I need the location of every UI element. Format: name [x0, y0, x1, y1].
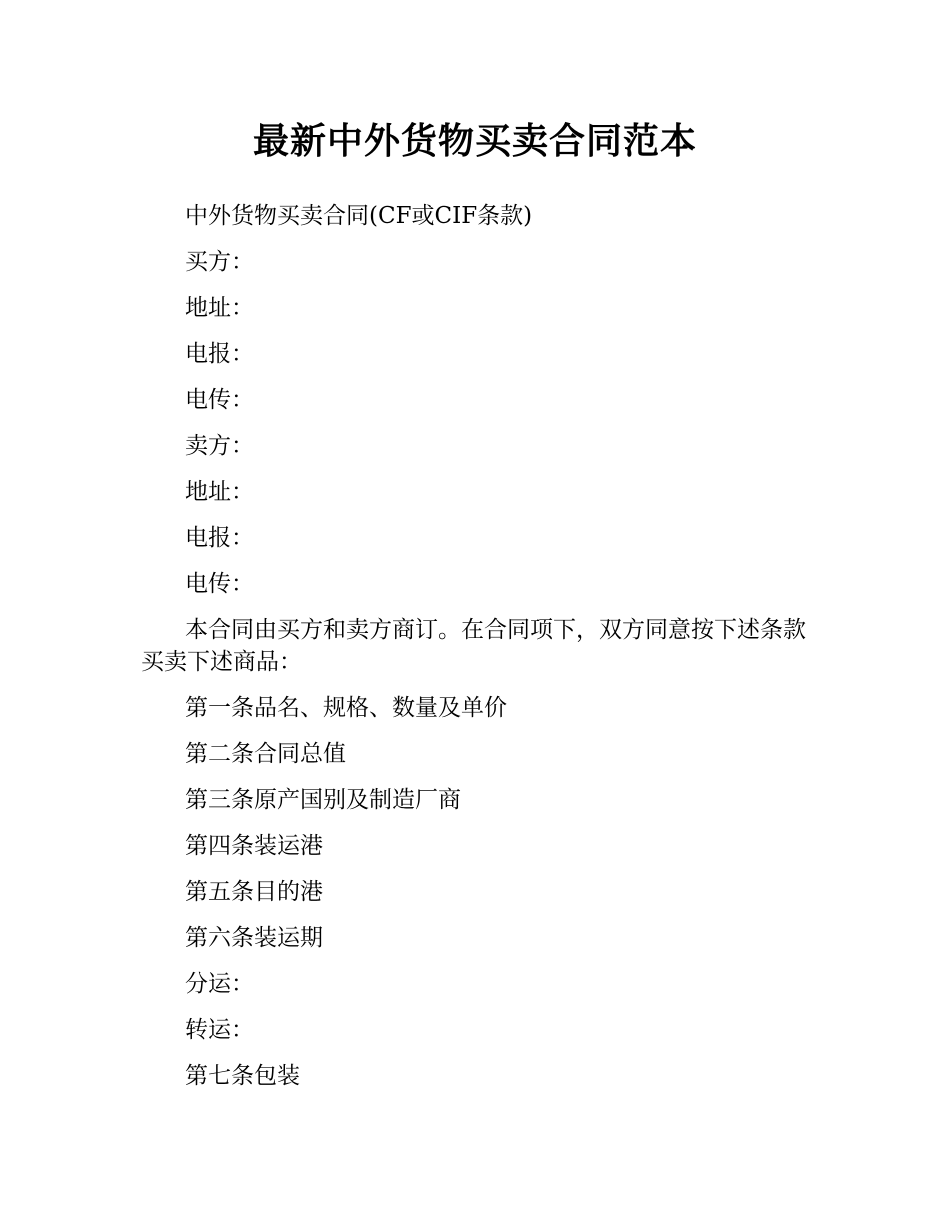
document-body	[141, 200, 811, 1106]
paragraph-article-1: 第一条品名、规格、数量及单价	[185, 695, 507, 721]
paragraph-article-2: 第二条合同总值	[185, 741, 346, 767]
paragraph-partial-shipment: 分运：	[185, 971, 254, 997]
paragraph-agreement: 本合同由买方和卖方商订。在合同项下，双方同意按下述条款买卖下述商品：	[141, 617, 806, 675]
paragraph-article-7: 第七条包装	[185, 1063, 300, 1089]
paragraph-article-5: 第五条目的港	[185, 879, 323, 905]
paragraph-buyer-telegraph: 电报：	[185, 341, 254, 367]
paragraph-seller: 卖方：	[185, 433, 254, 459]
paragraph-article-4: 第四条装运港	[185, 833, 323, 859]
paragraph-article-3: 第三条原产国别及制造厂商	[185, 787, 461, 813]
paragraph-seller-telex: 电传：	[185, 571, 254, 597]
paragraph-seller-telegraph: 电报：	[185, 525, 254, 551]
document-title: 最新中外货物买卖合同范本	[252, 121, 697, 162]
paragraph-contract-type: 中外货物买卖合同(CF或CIF条款)	[185, 203, 533, 229]
paragraph-article-6: 第六条装运期	[185, 925, 323, 951]
paragraph-transshipment: 转运：	[185, 1017, 254, 1043]
paragraph-buyer-address: 地址：	[185, 295, 254, 321]
paragraph-buyer: 买方：	[185, 249, 254, 275]
paragraph-buyer-telex: 电传：	[185, 387, 254, 413]
paragraph-seller-address: 地址：	[185, 479, 254, 505]
